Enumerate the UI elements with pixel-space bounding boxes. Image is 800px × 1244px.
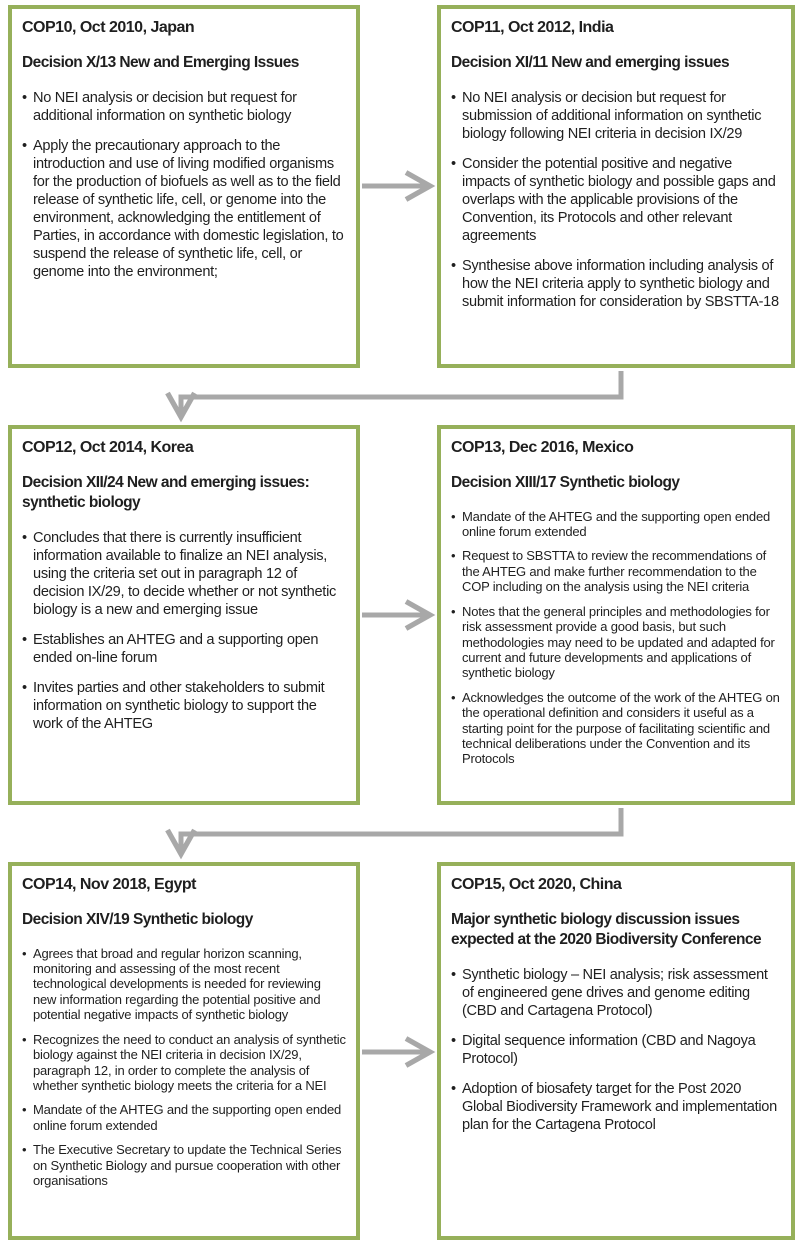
bullet-item: • Establishes an AHTEG and a supporting open ended on-line forum	[22, 631, 347, 667]
bullet-item: • Synthesise above information including analysis of how the NEI criteria apply to synthetic biology and submit information for consideration by SBSTTA-18	[451, 257, 782, 311]
bullet-item: • Apply the precautionary approach to the introduction and use of living modified organisms for the production of biofuels as well as to the field release of synthetic life, cell, or genome into the environment, acknowledging the entitlement of Parties, in accordance with domestic legislation, to suspend the release of synthetic life, cell, or genome into the environment;	[22, 137, 347, 281]
cop15-subtitle: Major synthetic biology discussion issues expected at the 2020 Biodiversity Conference	[451, 910, 762, 948]
cop12-box	[8, 425, 360, 805]
cop15-box	[437, 862, 795, 1240]
cop14-box	[8, 862, 360, 1240]
arrow-cop11-to-cop12	[181, 371, 621, 417]
cop15-bullets	[451, 966, 782, 1134]
cop14-subtitle: Decision XIV/19 Synthetic biology	[22, 910, 253, 928]
cop12-title: COP12, Oct 2014, Korea	[22, 439, 194, 456]
cop14-bullets	[22, 946, 347, 1189]
cop13-subtitle: Decision XIII/17 Synthetic biology	[451, 473, 680, 491]
cop15-title: COP15, Oct 2020, China	[451, 876, 622, 893]
bullet-item: • Digital sequence information (CBD and Nagoya Protocol)	[451, 1032, 782, 1068]
bullet-item: • Request to SBSTTA to review the recommendations of the AHTEG and make further recommendation to the COP including on the analysis using the NEI criteria	[451, 548, 782, 594]
arrow-cop13-to-cop14	[181, 808, 621, 854]
cop10-bullets	[22, 89, 347, 281]
cop10-title: COP10, Oct 2010, Japan	[22, 19, 195, 36]
cop12-subtitle: Decision XII/24 New and emerging issues: synthetic biology	[22, 473, 310, 511]
bullet-item: • No NEI analysis or decision but request for additional information on synthetic biology	[22, 89, 347, 125]
cop13-box	[437, 425, 795, 805]
bullet-item: • Notes that the general principles and methodologies for risk assessment provide a good basis, but such methodologies may need to be updated and adapted for current and future developments and applications of synthetic biology	[451, 604, 782, 681]
cop10-subtitle: Decision X/13 New and Emerging Issues	[22, 53, 299, 71]
cop11-bullets	[451, 89, 782, 311]
bullet-item: • Acknowledges the outcome of the work of the AHTEG on the operational definition and considers it useful as a starting point for the purpose of facilitating scientific and technical deliberations under the Convention and its Protocols	[451, 690, 782, 767]
bullet-item: • Synthetic biology – NEI analysis; risk assessment of engineered gene drives and genome editing (CBD and Cartagena Protocol)	[451, 966, 782, 1020]
cop11-box	[437, 5, 795, 368]
cop13-bullets	[451, 509, 782, 767]
bullet-item: • The Executive Secretary to update the Technical Series on Synthetic Biology and pursue cooperation with other organisations	[22, 1142, 347, 1188]
cop12-bullets	[22, 529, 347, 733]
bullet-item: • Mandate of the AHTEG and the supporting open ended online forum extended	[451, 509, 782, 540]
bullet-item: • Invites parties and other stakeholders to submit information on synthetic biology to support the work of the AHTEG	[22, 679, 347, 733]
bullet-item: • Consider the potential positive and negative impacts of synthetic biology and possible gaps and overlaps with the applicable provisions of the Convention, its Protocols and other relevant agreements	[451, 155, 782, 245]
cop11-title: COP11, Oct 2012, India	[451, 19, 614, 36]
cop14-title: COP14, Nov 2018, Egypt	[22, 876, 196, 893]
bullet-item: • Adoption of biosafety target for the Post 2020 Global Biodiversity Framework and implementation plan for the Cartagena Protocol	[451, 1080, 782, 1134]
cop10-box	[8, 5, 360, 368]
cop11-subtitle: Decision XI/11 New and emerging issues	[451, 53, 730, 71]
bullet-item: • No NEI analysis or decision but request for submission of additional information on synthetic biology following NEI criteria in decision IX/29	[451, 89, 782, 143]
cop13-title: COP13, Dec 2016, Mexico	[451, 439, 634, 456]
bullet-item: • Agrees that broad and regular horizon scanning, monitoring and assessing of the most recent technological developments is needed for reviewing new information regarding the potential positive and potential negative impacts of synthetic biology	[22, 946, 347, 1023]
bullet-item: • Recognizes the need to conduct an analysis of synthetic biology against the NEI criteria in decision IX/29, paragraph 12, in order to complete the analysis of whether synthetic biology meets the criteria for a NEI	[22, 1032, 347, 1094]
bullet-item: • Mandate of the AHTEG and the supporting open ended online forum extended	[22, 1102, 347, 1133]
bullet-item: • Concludes that there is currently insufficient information available to finalize an NEI analysis, using the criteria set out in paragraph 12 of decision IX/29, to decide whether or not synthetic biology is a new and emerging issue	[22, 529, 347, 619]
